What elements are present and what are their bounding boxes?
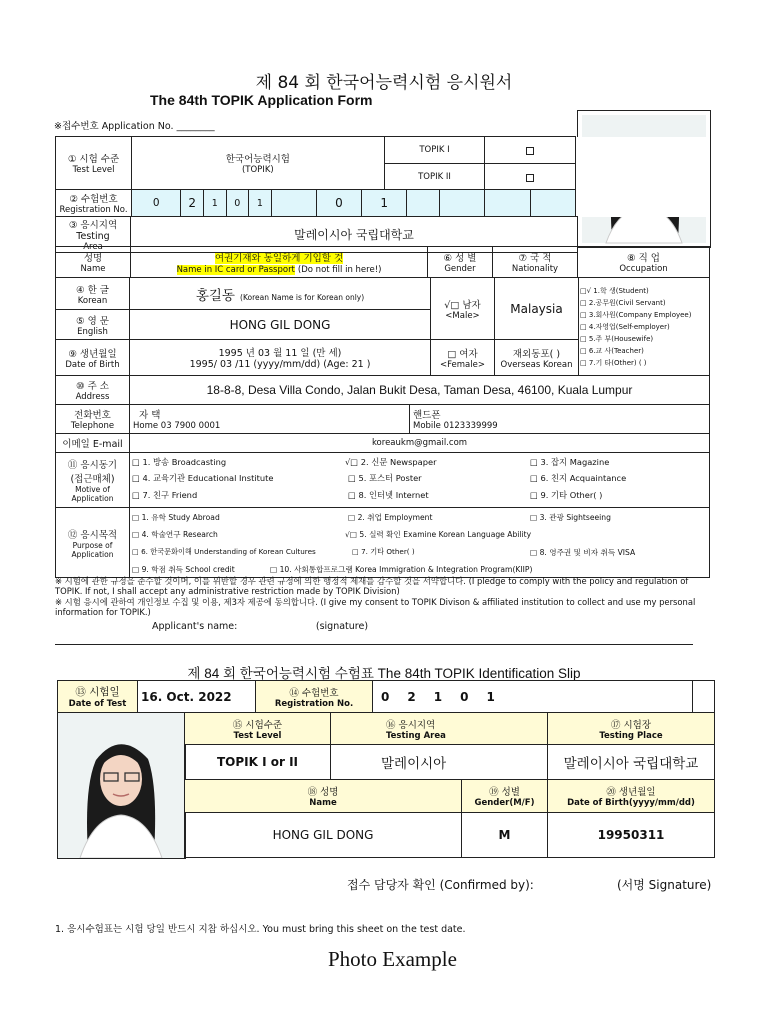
motive-option[interactable]: □ 6. 친지 Acquaintance — [530, 473, 627, 483]
motive-option[interactable]: √□ 2. 신문 Newspaper — [345, 457, 437, 467]
motive-option[interactable]: □ 5. 포스터 Poster — [348, 473, 422, 483]
purpose-label: ⑫ 응시목적 Purpose of Application — [56, 508, 130, 578]
registration-label: ② 수험번호 Registration No. — [56, 190, 132, 217]
purpose-option[interactable]: □ 2. 취업 Employment — [348, 513, 433, 522]
slip-gender-value: M — [462, 813, 548, 858]
slip-area-value: 말레이시아 — [331, 745, 548, 780]
slip-name-label: ⑱ 성명 Name — [185, 780, 462, 813]
slip-level-label: ⑮ 시험수준 Test Level — [185, 713, 331, 745]
slip-name-value: HONG GIL DONG — [185, 813, 462, 858]
mobile-phone-field[interactable]: 핸드폰 Mobile 0123339999 — [410, 405, 710, 434]
purpose-options — [130, 508, 710, 578]
reg-digit[interactable]: 1 — [203, 190, 226, 217]
purpose-option[interactable]: □ 9. 학점 취득 School credit — [132, 565, 235, 574]
motive-options — [130, 453, 710, 508]
occupation-option[interactable]: □ 7.기 타(Other) ( ) — [580, 359, 647, 367]
slip-level-value: TOPIK I or II — [185, 745, 331, 780]
slip-title: 제 84 회 한국어능력시험 수험표 The 84th TOPIK Identification Slip — [187, 666, 581, 681]
occupation-option[interactable]: □ 3.회사원(Company Employee) — [580, 311, 692, 319]
reg-digit[interactable] — [485, 190, 530, 217]
occupation-option[interactable]: □√ 1.학 생(Student) — [580, 287, 649, 295]
motive-option[interactable]: □ 1. 방송 Broadcasting — [132, 457, 227, 467]
pledge-1: ※ 시험에 관한 규정을 준수할 것이며, 이를 위반할 경우 관련 규정에 의한 행정적 제재를 감수할 것을 서약합니다. (I pledge to comply with the policy and regulation of TOPIK. If not, I shall accept any administrative restriction made by TOPIK Division) — [55, 576, 689, 596]
motive-option[interactable]: □ 4. 교육기관 Educational Institute — [132, 473, 274, 483]
purpose-option[interactable]: □ 1. 유학 Study Abroad — [132, 513, 220, 522]
slip-dob-value: 19950311 — [548, 813, 715, 858]
reg-digit[interactable]: 0 — [316, 190, 361, 217]
slip-table-top — [57, 680, 715, 713]
topik2-label: TOPIK II — [384, 164, 485, 190]
motive-option[interactable]: □ 7. 친구 Friend — [132, 490, 198, 500]
motive-option[interactable]: □ 8. 인터넷 Internet — [348, 490, 429, 500]
reg-digit[interactable]: 0 — [132, 190, 181, 217]
occupation-option[interactable]: □ 4.자영업(Self-employer) — [580, 323, 670, 331]
name-header-row — [55, 246, 710, 278]
purpose-option[interactable]: □ 8. 영주권 및 비자 취득 VISA — [530, 548, 636, 557]
english-name-label: ⑤ 영 문 English — [56, 310, 130, 340]
confirmed-by-label: 접수 담당자 확인 (Confirmed by): — [347, 878, 534, 892]
reg-digit[interactable] — [407, 190, 440, 217]
signature-label: (서명 Signature) — [617, 878, 712, 892]
name-label: 성명 Name — [56, 247, 131, 278]
testing-area-label: ③ 응시지역 Testing Area — [56, 217, 131, 253]
home-phone-field[interactable]: 자 택 Home 03 7900 0001 — [130, 405, 410, 434]
photo-example-caption: Photo Example — [328, 947, 457, 971]
reg-digit[interactable] — [530, 190, 575, 217]
slip-photo-frame — [57, 712, 186, 859]
korean-name-label: ④ 한 글 Korean — [56, 278, 130, 310]
dob-field[interactable]: 1995 년 03 월 11 일 (만 세) 1995/ 03 /11 (yyyy/mm/dd) (Age: 21 ) — [130, 340, 431, 376]
topik1-label: TOPIK I — [384, 137, 485, 164]
testing-area-value[interactable]: 말레이시아 국립대학교 — [131, 217, 578, 253]
female-option[interactable]: □ 여자 <Female> — [431, 340, 495, 376]
telephone-label: 전화번호 Telephone — [56, 405, 130, 434]
slip-table-main — [184, 712, 715, 858]
korean-name-field[interactable]: 홍길동 (Korean Name is for Korean only) — [130, 278, 431, 310]
name-note: 여권기재와 동일하게 기입할 것 Name in IC card or Passport (Do not fill in here!) — [131, 247, 428, 278]
topik2-checkbox[interactable] — [485, 164, 575, 190]
applicant-signature-line[interactable]: Applicant's name: (signature) — [152, 621, 369, 632]
reg-digit[interactable]: 1 — [362, 190, 407, 217]
slip-photo — [58, 713, 185, 858]
slip-gender-label: ⑲ 성별 Gender(M/F) — [462, 780, 548, 813]
occupation-option[interactable]: □ 6.교 사(Teacher) — [580, 347, 644, 355]
slip-date-value: 16. Oct. 2022 — [138, 681, 256, 713]
reg-digit[interactable] — [271, 190, 316, 217]
motive-label: ⑪ 응시동기 (접근매체) Motive of Application — [56, 453, 130, 508]
gender-label: ⑥ 성 별 Gender — [428, 247, 493, 278]
reg-digit[interactable] — [440, 190, 485, 217]
english-name-field[interactable]: HONG GIL DONG — [130, 310, 431, 340]
purpose-option[interactable]: □ 3. 관광 Sightseeing — [530, 513, 611, 522]
email-field[interactable]: koreaukm@gmail.com — [130, 434, 710, 453]
purpose-option[interactable]: √□ 5. 실력 확인 Examine Korean Language Ability — [345, 530, 532, 539]
address-label: ⑩ 주 소 Address — [56, 376, 130, 405]
purpose-option[interactable]: □ 4. 학술연구 Research — [132, 530, 218, 539]
motive-option[interactable]: □ 3. 잡지 Magazine — [530, 457, 610, 467]
topik1-checkbox[interactable] — [485, 137, 575, 164]
slip-dob-label: ⑳ 생년월일 Date of Birth(yyyy/mm/dd) — [548, 780, 715, 813]
address-field[interactable]: 18-8-8, Desa Villa Condo, Jalan Bukit Desa, Taman Desa, 46100, Kuala Lumpur — [130, 376, 710, 405]
slip-registration-label: ⑭ 수험번호 Registration No. — [256, 681, 373, 713]
title-korean: 제 84 회 한국어능력시험 응시원서 — [255, 73, 513, 93]
occupation-label: ⑧ 직 업 Occupation — [578, 247, 710, 278]
footer-note: 1. 응시수험표는 시험 당일 반드시 지참 하십시오. You must bring this sheet on the test date. — [55, 924, 466, 935]
application-number: ※접수번호 Application No. ________ — [54, 121, 215, 132]
pledge-2: ※ 시험 응시에 관하여 개인정보 수집 및 이용, 제3자 제공에 동의합니다. (I give my consent to TOPIK Divison & affiliated institution to collect and use my personal information for TOPIK.) — [55, 597, 696, 617]
application-form-table — [55, 136, 710, 217]
separator-line — [55, 644, 693, 645]
purpose-option[interactable]: □ 6. 한국문화이해 Understanding of Korean Cultures — [132, 547, 316, 556]
purpose-option[interactable]: □ 7. 기타 Other( ) — [352, 547, 415, 556]
test-name-cell: 한국어능력시험 (TOPIK) — [132, 137, 385, 190]
reg-digit[interactable]: 0 — [226, 190, 249, 217]
slip-area-label: ⑯ 응시지역 Testing Area — [331, 713, 548, 745]
dob-label: ⑨ 생년월일 Date of Birth — [56, 340, 130, 376]
male-option[interactable]: √□ 남자 <Male> — [431, 278, 495, 340]
test-level-label: ① 시험 수준 Test Level — [56, 137, 132, 190]
occupation-options[interactable] — [579, 278, 710, 376]
nationality-label: ⑦ 국 적 Nationality — [493, 247, 578, 278]
personal-block — [55, 277, 710, 376]
slip-registration-digits: 02101 — [373, 681, 693, 713]
occupation-option[interactable]: □ 2.공무원(Civil Servant) — [580, 299, 666, 307]
reg-digit[interactable]: 2 — [181, 190, 204, 217]
nationality-value[interactable]: Malaysia — [495, 278, 579, 340]
slip-place-label: ⑰ 시험장 Testing Place — [548, 713, 715, 745]
occupation-option[interactable]: □ 5.주 부(Housewife) — [580, 335, 654, 343]
slip-date-label: ⑬ 시험일 Date of Test — [58, 681, 138, 713]
motive-purpose-block — [55, 452, 710, 578]
motive-option[interactable]: □ 9. 기타 Other( ) — [530, 490, 603, 500]
email-label: 이메일 E-mail — [56, 434, 130, 453]
purpose-option[interactable]: □ 10. 사회통합프로그램 Korea Immigration & Integration Program(KIIP) — [270, 565, 533, 574]
overseas-korean-option[interactable]: 재외동포( ) Overseas Korean — [495, 340, 579, 376]
reg-digit[interactable]: 1 — [249, 190, 272, 217]
slip-place-value: 말레이시아 국립대학교 — [548, 745, 715, 780]
title-english: The 84th TOPIK Application Form — [150, 92, 373, 108]
contact-block — [55, 375, 710, 453]
